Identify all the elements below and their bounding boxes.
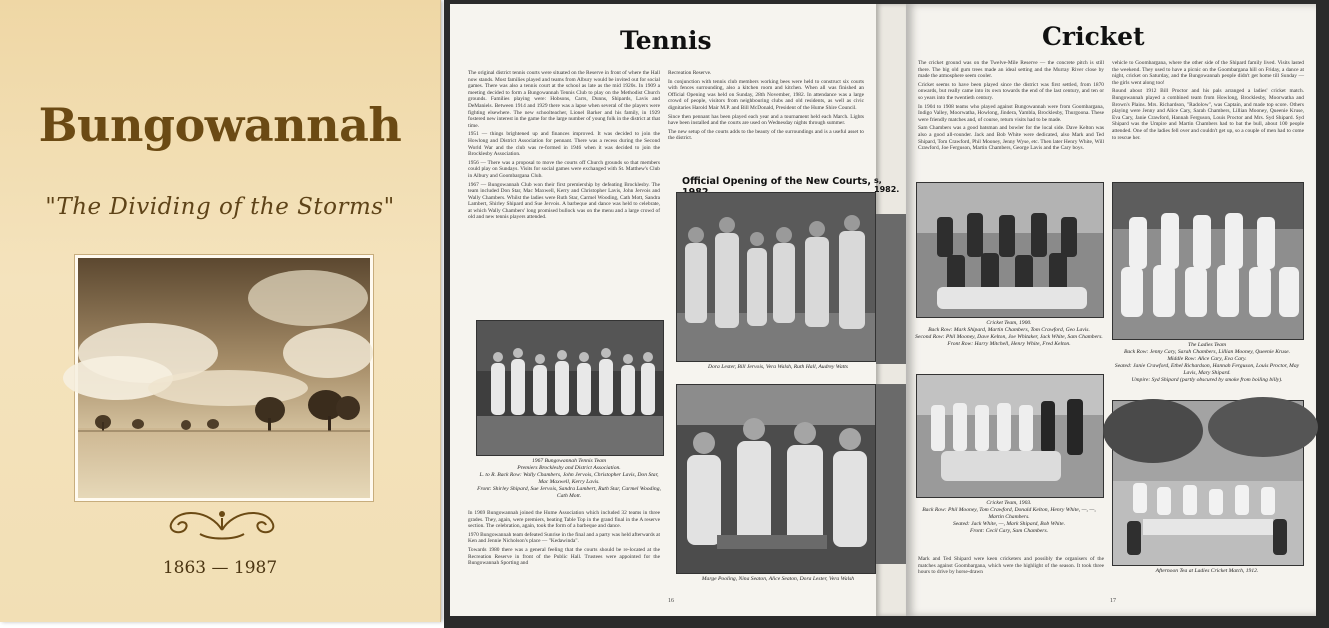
paragraph: Cricket seems to have been played since the district was first settled, from 1870 onwards, but really came into its own towards the end of the last century, and ten or so years into the twentieth century. [918, 81, 1104, 101]
cover-title: Bungowannah [38, 98, 402, 152]
opening-photo-1 [676, 192, 876, 362]
paragraph: The cricket ground was on the Twelve-Mile Reserve — the concrete pitch is still there. The big old gum trees made an ideal setting and the Murray River close by made the atmosphere seem cooler. [918, 60, 1104, 80]
tennis-column-2 [668, 70, 864, 166]
paragraph: 1970 Bungowannah team defeated Sunrise in the final and a party was held afterwards at Ken and Jennie Nicholson's place — "Kedawinda". [468, 531, 660, 545]
cricket-team-1903-caption: Cricket Team, 1903. Back Row: Phil Mooney, Tom Crawford, Donald Kelton, Henry White, —, —, Martin Chambers. Seated: Jack White, —, Mark Shipard, Bob White. Front: Cecil Cary, Sam Chambers. [922, 500, 1096, 534]
strip-photo-2 [876, 384, 906, 564]
tennis-column-1-lower [468, 510, 660, 600]
cricket-heading: Cricket [1042, 22, 1145, 51]
paragraph: 1956 — There was a proposal to move the courts off Church grounds so that members could play on Sundays. Visits for social games were exchanged with St. Matthew's Club in Albury and Goombargana Club. [468, 159, 660, 179]
tennis-team-caption: 1967 Bungowannah Tennis Team Premiers Brocklesby and District Association. L. to R. Back Row: Wally Chambers, John Jervois, Christopher Lavis, Don Star, Mac Maxwell, Kerry Lavis. Front: Shirley Shipard, Sue Jervois, Sandra Lambert, Ruth Star, Carmel Wooding, Cath Mott. [477, 458, 661, 499]
cricket-column-1 [918, 60, 1104, 178]
tennis-page [450, 4, 880, 616]
paragraph: vehicle to Goombargana, where the other side of the Shipard family lived. Visits lasted the weekend. They used to have a picnic on the Goombargana hill on Friday, a dance at night, cricket on Saturday, and the Bungowannah people didn't get home till Sunday — the girls went along too! [1112, 60, 1304, 86]
paragraph: In 1969 Bungowannah joined the Hume Association which included 32 teams in three grades. They, again, were premiers, beating Table Top in the grand final in the A reserve section. The celebration, again, took the form of a barbeque and dance. [468, 510, 660, 530]
cricket-bottom-text [918, 556, 1104, 600]
scroll-ornament-icon [160, 500, 284, 542]
paragraph: Towards 1980 there was a general feeling that the courts should be re-located at the Recreation Reserve in front of the Public Hall. Trustees were appointed for the Bungowannah Sporting and [468, 546, 660, 567]
opening-heading: Official Opening of the New Courts, [682, 176, 871, 187]
paragraph: Recreation Reserve. [668, 70, 712, 76]
landscape-illustration [78, 258, 370, 498]
paragraph: The original district tennis courts were situated on the Reserve in front of where the Hall now stands. Most families played and teams from Albury would be invited out for social games. There was also a tennis court at the school as late as the mid 1920s. In 1909 a meeting decided to form a Bungowannah Tennis Club to play on the Methodist Church grounds. Families playing were: Hobsons, Carrs, Dunns, Shipards, Lavis and DeManiels. Between 1914 and 1929 there was a lapse when several of the players were fighting elsewhere. The new schoolteacher, Lionel Barker and his family, in 1929 fostered new interest in the game for the large number of young folk in the district at that time. [468, 70, 660, 129]
paragraph: The new setup of the courts adds to the beauty of the surroundings and is a useful asset to the district. [668, 128, 864, 142]
ladies-team-caption: The Ladies Team Back Row: Jenny Cary, Sarah Chambers, Lillian Mooney, Queenie Kruse. Middle Row: Alice Cary, Eva Cary. Seated: Janie Crawford, Ethel Richardson, Hannah Ferguson, Louis Proctor, May Lavis, Mary Shipard. Umpire: Syd Shipard (partly obscured by smoke from boiling billy). [1114, 342, 1300, 383]
paragraph: Round about 1912 Bill Proctor and his pals arranged a ladies' cricket match. Bungowannah played a combined team from Howlong, Brocklesby, Moorwatha and Brown's Plains. Mrs. Richardson, "Radolow", was Captain, and made top score. Others playing were Jenny and Alice Cary, Sarah Chambers, Lillian Mooney, Queenie Kruse, Eva Cary, Janie Crawford, Hannah Ferguson, Louis Proctor and Mrs. Syd Shipard. Syd Shipard was the Umpire and Martin Chambers had to bat the bull, about 100 people attended. One of the ladies fell over and couldn't get up, so a couple of men had to come to rescue her. [1112, 88, 1304, 141]
afternoon-tea-caption: Afternoon Tea at Ladies Cricket Match, 1912. [1155, 568, 1259, 574]
book-spread [444, 0, 1329, 628]
tennis-heading: Tennis [620, 26, 712, 55]
paragraph: 1967 — Bungowannah Club won their first premiership by defeating Brocklesby. The team included Don Star, Mac Maxwell, Kerry and Christopher Lavis, John Jervois and Wally Chambers. Whilst the ladies were Ruth Star, Carmel Wooding, Cath Mott, Sandra Lambert, Shirley Shipard and Sue Jervois. A barbeque and dance was held to celebrate, at which Wally Chambers' long promised bullock was on the menu and a large crowd of old and new tennis players attended. [468, 181, 660, 221]
paragraph: Sam Chambers was a good batsman and bowler for the local side. Dave Kelton was also a good all-rounder. Jack and Bob White were dedicated, also Mark and Ted Shipard, Tom Crawford, Phil Mooney, Jenny Wyse, etc. Then later Henry White, Will Crawford, Joe Ferguson, Martin Chambers, George Lavis and the Cary boys. [918, 125, 1104, 152]
cricket-team-1903-photo [916, 374, 1104, 498]
paragraph: Since then pennant has been played each year and a tournament held each March. Lights have been installed and the courts are used on Wednesday nights through summer. [668, 113, 864, 127]
paragraph: Mark and Ted Shipard were keen cricketers and possibly the organisers of the matches against Goombargana, which were the highlight of the season. It took three hours to drive by horse-drawn [918, 556, 1104, 576]
page-number-right: 17 [1110, 598, 1116, 604]
paragraph: In conjunction with tennis club members working bees were held to construct six courts with fences surrounding, also a kitchen room and kitchen. When all was finished an Official Opening was held on Sunday, 28th November, 1982. In attendance was a large crowd of people, visitors from neighbouring clubs and old residents, as well as civic dignitaries Harold Mair M.P. and Bill McDonald, President of the Hume Shire Council. [668, 78, 864, 111]
folded-page-strip [876, 4, 906, 616]
strip-heading-fragment: s, 1982. [874, 176, 900, 194]
cricket-page [906, 4, 1316, 616]
cricket-column-2 [1112, 60, 1304, 178]
paragraph: 1951 — things brightened up and finances improved. It was decided to join the Howlong and District Association for pennant. There was a recess during the Second World War and the club was re-formed in 1946 when it was decided to join the Brocklesby Association. [468, 131, 660, 158]
strip-photo-1 [876, 214, 906, 364]
cover-landscape-photo [75, 255, 373, 501]
cover-subtitle: "The Dividing of the Storms" [45, 194, 395, 220]
afternoon-tea-photo [1112, 400, 1304, 566]
book-cover [0, 0, 441, 622]
tennis-team-photo [476, 320, 664, 456]
page-number-left: 16 [668, 598, 674, 604]
cricket-team-1900-caption: Cricket Team, 1900. Back Row: Mark Shipard, Martin Chambers, Tom Crawford, Geo Lavis. Second Row: Phil Mooney, Dave Kelton, Joe Whitaker, Jack White, Sam Chambers. Front Row: Harry Mitchell, Henry White, Fred Kelton. [915, 320, 1103, 347]
tennis-column-1 [468, 70, 660, 316]
cover-years: 1863 — 1987 [162, 558, 278, 578]
cricket-team-1900-photo [916, 182, 1104, 318]
paragraph: In 1904 to 1908 teams who played against Bungowannah were from Goombargana, Indigo Valley, Moorwatha, Howlong, Jindera, Yambla, Brocklesby, Thurgoona. These were friendly matches and, of course, return visits had to be made. [918, 103, 1104, 123]
opening-photo-1-caption: Dora Lester, Bill Jervois, Vera Walsh, Ruth Hall, Audrey Watts [708, 364, 848, 370]
opening-photo-2 [676, 384, 876, 574]
ladies-team-photo [1112, 182, 1304, 340]
opening-photo-2-caption: Marge Pooling, Nina Seaton, Alice Seaton, Dora Lester, Vera Walsh [701, 576, 855, 582]
